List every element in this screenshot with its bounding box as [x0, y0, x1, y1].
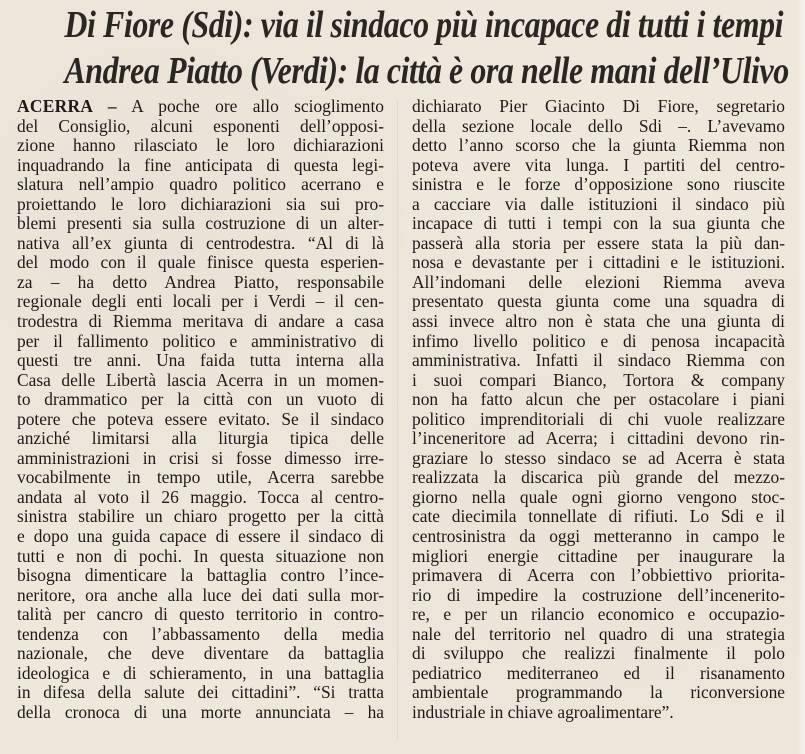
text-line: l’inceneritore ad Acerra; i cittadini devono rin-	[412, 429, 785, 449]
text-line: e dopo una guida capace di essere il sindaco di	[17, 527, 384, 547]
text-line: primavera di Acerra con l’obbiettivo priorita-	[412, 566, 785, 586]
text-line-content: A poche ore allo scioglimento	[116, 97, 384, 116]
text-line: del modo con il quale finisce questa esperien-	[17, 253, 384, 273]
text-line: blemi presenti sia sulla costruzione di un alter-	[17, 214, 384, 234]
text-line: re, e per un rilancio economico e occupazio-	[412, 605, 785, 625]
text-line: slatura nell’ampio quadro politico acerrano e	[17, 175, 384, 195]
text-line: incapace di tutti i tempi con la sua giunta che	[412, 214, 785, 234]
text-line: pediatrico mediterraneo ed il risanamento	[412, 663, 785, 683]
text-line: All’indomani delle elezioni Riemma aveva	[412, 272, 785, 292]
text-line: potere che poteva essere evitato. Se il sindaco	[17, 409, 384, 429]
text-line: per il fallimento politico e amministrativo di	[17, 331, 384, 351]
text-line: tendenza con l’abbassamento della media	[17, 624, 384, 644]
text-line: anziché limitarsi alla liturgia tipica delle	[17, 429, 384, 449]
text-line: cate diecimila tonnellate di rifiuti. Lo Sdi e il	[412, 507, 785, 527]
text-line: nazionale, che deve diventare da battaglia	[17, 644, 384, 664]
text-line: inquadrando la fine anticipata di questa legi-	[17, 155, 384, 175]
text-line	[17, 97, 384, 117]
text-line: nativa all’ex giunta di centrodestra. “Al di là	[17, 233, 384, 253]
text-line: i suoi compari Bianco, Tortora & company	[412, 370, 785, 390]
text-line: amministrazioni in crisi si fosse dimesso irre-	[17, 448, 384, 468]
text-line: infimo livello politico e di penosa incapacità	[412, 331, 785, 351]
text-line: realizzata la discarica più grande del mezzo-	[412, 468, 785, 488]
text-line: neritore, ora anche alla luce dei dati sulla mor-	[17, 585, 384, 605]
text-line: detto l’anno scorso che la giunta Riemma non	[412, 136, 785, 156]
text-line: ambientale programmando la riconversione	[412, 683, 785, 703]
text-line: amministrativa. Infatti il sindaco Riemma con	[412, 351, 785, 371]
text-line: regionale degli enti locali per i Verdi – il cen-	[17, 292, 384, 312]
article-column-left	[17, 97, 384, 723]
headline-line-2: Andrea Piatto (Verdi): la città è ora nelle mani dell’Ulivo	[64, 50, 789, 92]
article-column-right	[412, 97, 785, 723]
text-line: andata al voto il 26 maggio. Tocca al centro-	[17, 487, 384, 507]
text-line: Casa delle Libertà lascia Acerra in un momen-	[17, 370, 384, 390]
text-line: za – ha detto Andrea Piatto, responsabile	[17, 272, 384, 292]
text-line: industriale in chiave agroalimentare”.	[412, 702, 674, 722]
text-line: trodestra di Riemma meritava di andare a casa	[17, 312, 384, 332]
text-line: di sviluppo che realizzi finalmente il polo	[412, 644, 785, 664]
headline-line-1: Di Fiore (Sdi): via il sindaco più incapace di tutti i tempi	[64, 4, 784, 46]
text-line: to drammatico per la città con un vuoto di	[17, 390, 384, 410]
text-line: in difesa della salute dei cittadini”. “Si tratta	[17, 683, 384, 703]
text-line: giorno nella quale ogni giorno vengono stoc-	[412, 487, 785, 507]
text-line: poteva avere vita lunga. I partiti del centro-	[412, 155, 785, 175]
text-line: non ha fatto alcun che per ostacolare i piani	[412, 390, 785, 410]
text-line: nosa e devastante per i cittadini e le istituzioni.	[412, 253, 785, 273]
column-divider	[397, 100, 398, 740]
text-line: questi tre anni. Una faida tutta interna alla	[17, 351, 384, 371]
text-line: della cronoca di una morte annunciata – ha	[17, 702, 384, 722]
text-line: passerà alla storia per essere stata la più dan-	[412, 233, 785, 253]
text-line: zione hanno rilasciato le loro dichiarazioni	[17, 136, 384, 156]
text-line: del Consiglio, alcuni esponenti dell’opposi-	[17, 116, 384, 136]
text-line: della sezione locale dello Sdi –. L’avevamo	[412, 116, 785, 136]
text-line: graziare lo stesso sindaco se ad Acerra è stata	[412, 448, 785, 468]
text-line: nale del territorio nel quadro di una strategia	[412, 624, 785, 644]
text-line: proiettando le loro dichiarazioni sia sui pro-	[17, 194, 384, 214]
text-line: migliori energie cittadine per inaugurare la	[412, 546, 785, 566]
text-line: vocabilmente in tempo utile, Acerra sarebbe	[17, 468, 384, 488]
text-line: sinistra e le forze d’opposizione sono riuscite	[412, 175, 785, 195]
text-line: ideologica e di schieramento, in una battaglia	[17, 663, 384, 683]
text-line: talità per cancro di questo territorio in contro-	[17, 605, 384, 625]
text-line: politico imprenditoriali di chi vuole realizzare	[412, 409, 785, 429]
text-line: rio di impedire la costruzione dell’incenerito-	[412, 585, 785, 605]
text-line: bisogna dimenticare la battaglia contro l’ince-	[17, 566, 384, 586]
dateline: ACERRA –	[17, 97, 117, 116]
text-line: dichiarato Pier Giacinto Di Fiore, segretario	[412, 97, 785, 116]
page-edge	[797, 0, 805, 754]
text-line: tutti e non di pochi. In questa situazione non	[17, 546, 384, 566]
text-line: sinistra stabilire un chiaro progetto per la città	[17, 507, 384, 527]
text-line: centrosinistra da oggi metteranno in campo le	[412, 527, 785, 547]
text-line: assi invece altro non è stata che una giunta di	[412, 312, 785, 332]
text-line: presentato questa giunta come una squadra di	[412, 292, 785, 312]
text-line: a cacciare via dalle istituzioni il sindaco più	[412, 194, 785, 214]
